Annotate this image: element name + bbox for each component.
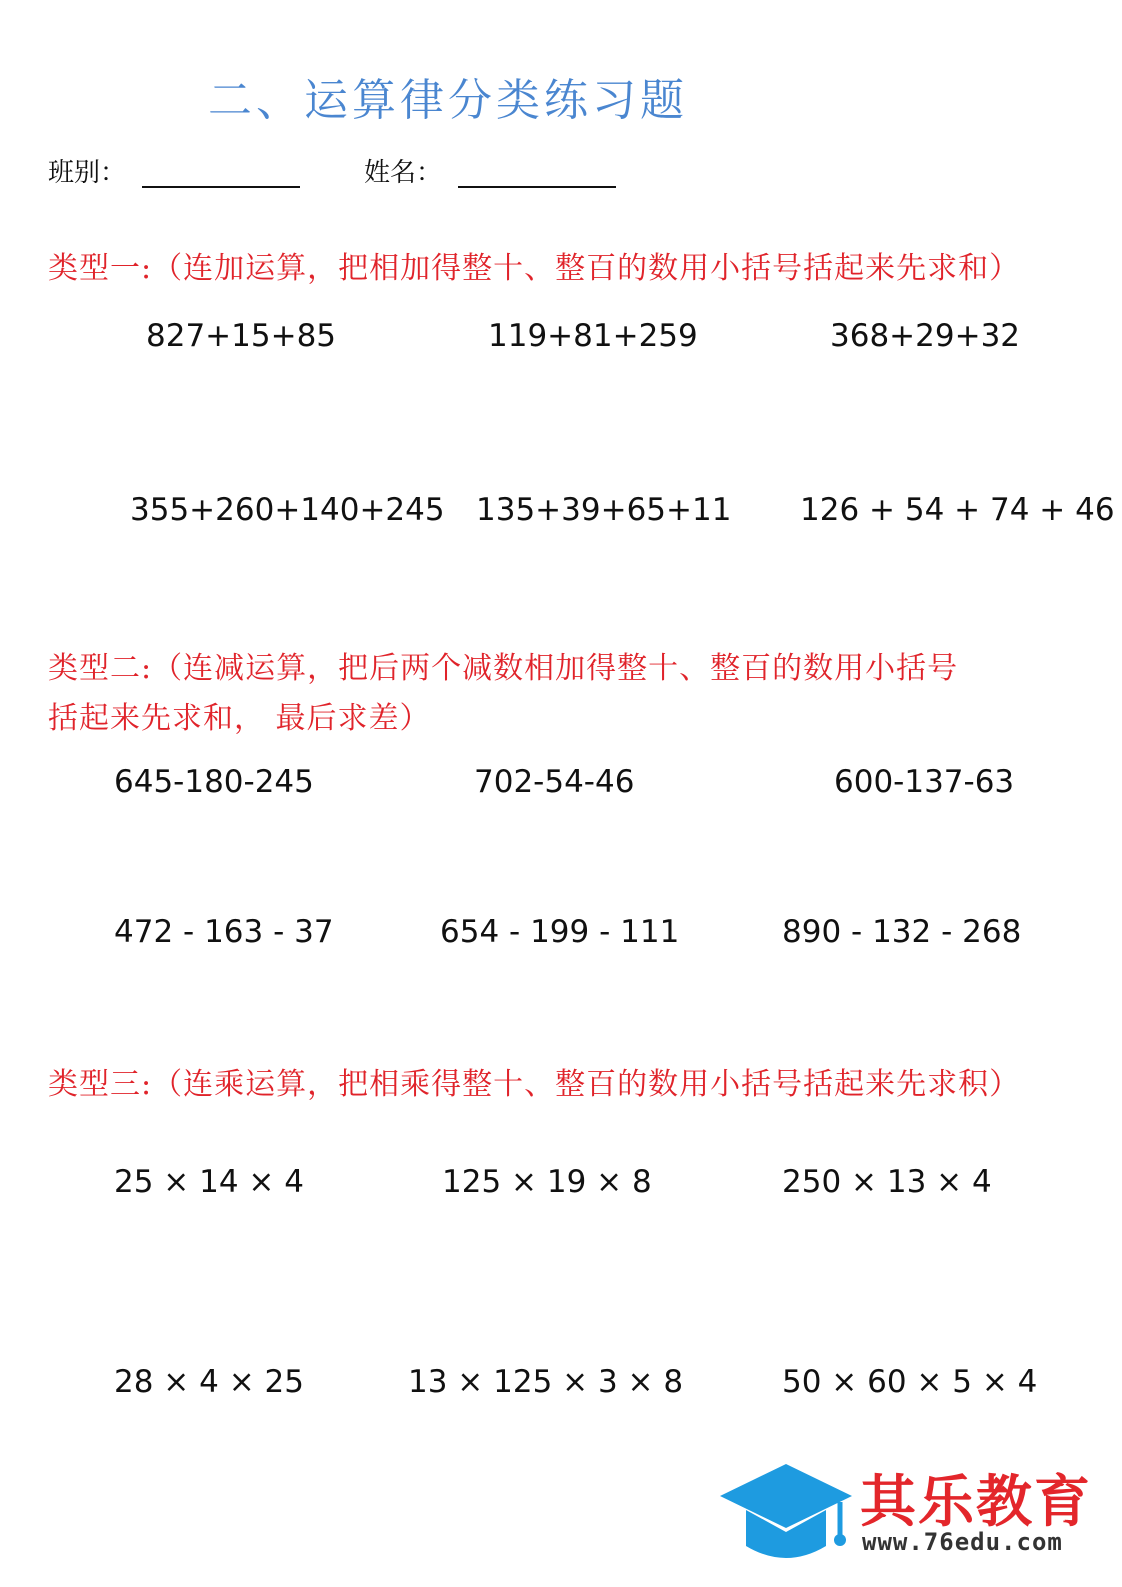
problem-3-5: 13 × 125 × 3 × 8 bbox=[408, 1364, 684, 1400]
problem-1-2: 119+81+259 bbox=[488, 318, 698, 354]
problem-2-1: 645-180-245 bbox=[114, 764, 314, 800]
section-2-heading-line-1: 类型二:（连减运算，把后两个减数相加得整十、整百的数用小括号 bbox=[48, 651, 959, 686]
problem-1-4: 355+260+140+245 bbox=[130, 492, 445, 528]
problem-2-6: 890 - 132 - 268 bbox=[782, 914, 1022, 950]
problem-3-3: 250 × 13 × 4 bbox=[782, 1164, 992, 1200]
problem-2-5: 654 - 199 - 111 bbox=[440, 914, 680, 950]
page-title: 二、运算律分类练习题 bbox=[208, 75, 688, 126]
problem-2-4: 472 - 163 - 37 bbox=[114, 914, 334, 950]
name-blank[interactable] bbox=[458, 186, 616, 188]
class-blank[interactable] bbox=[142, 186, 300, 188]
name-label: 姓名： bbox=[364, 158, 443, 188]
problem-1-5: 135+39+65+11 bbox=[476, 492, 732, 528]
problem-3-4: 28 × 4 × 25 bbox=[114, 1364, 304, 1400]
problem-1-3: 368+29+32 bbox=[830, 318, 1021, 354]
class-label: 班别： bbox=[48, 158, 127, 188]
problem-1-1: 827+15+85 bbox=[146, 318, 337, 354]
problem-1-6: 126 + 54 + 74 + 46 bbox=[800, 492, 1115, 528]
logo-name: 其乐教育 bbox=[860, 1470, 1092, 1535]
problem-2-3: 600-137-63 bbox=[834, 764, 1015, 800]
problem-3-1: 25 × 14 × 4 bbox=[114, 1164, 304, 1200]
section-2-heading-line-2: 括起来先求和， 最后求差） bbox=[48, 701, 431, 736]
problem-3-6: 50 × 60 × 5 × 4 bbox=[782, 1364, 1038, 1400]
graduation-cap-icon bbox=[716, 1458, 856, 1568]
section-3-heading: 类型三:（连乘运算，把相乘得整十、整百的数用小括号括起来先求积） bbox=[48, 1067, 1021, 1102]
logo bbox=[716, 1458, 1106, 1568]
problem-2-2: 702-54-46 bbox=[474, 764, 635, 800]
logo-url: www.76edu.com bbox=[862, 1528, 1063, 1556]
section-1-heading: 类型一:（连加运算，把相加得整十、整百的数用小括号括起来先求和） bbox=[48, 251, 1021, 286]
problem-3-2: 125 × 19 × 8 bbox=[442, 1164, 652, 1200]
